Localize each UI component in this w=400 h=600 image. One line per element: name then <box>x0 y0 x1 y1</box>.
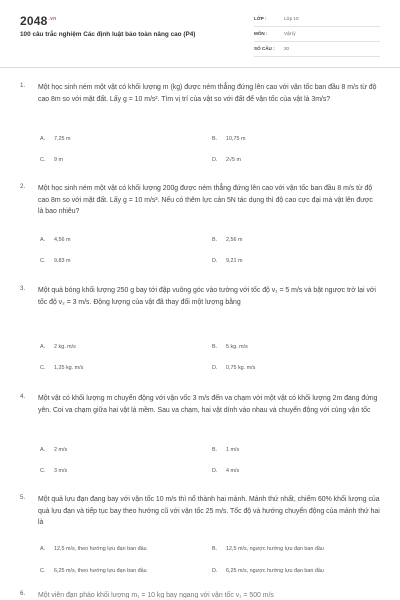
meta-value: Lớp 10 <box>284 16 299 21</box>
option-letter: D. <box>212 365 218 371</box>
option-b[interactable] <box>212 447 239 453</box>
option-letter: A. <box>40 136 46 142</box>
option-text: 2 m/s <box>54 447 68 453</box>
option-a[interactable] <box>40 136 70 142</box>
meta-row-class <box>254 14 380 27</box>
question-text: Một vật có khối lượng m chuyển động với vận vốc 3 m/s đến va chạm với một vật có khối lượng 2m đang đứng yên. Coi va chạm giữa hai vật là mềm. Sau va chạm, hai vật dính vào nhau và chuyển động với cùng vận tốc <box>38 395 378 414</box>
option-letter: D. <box>212 258 218 264</box>
meta-row-subject <box>254 29 380 42</box>
logo-suffix: .vn <box>48 16 57 22</box>
question-number: 2. <box>20 183 26 190</box>
option-letter: D. <box>212 568 218 574</box>
option-c[interactable] <box>40 365 83 371</box>
option-d[interactable] <box>212 157 241 163</box>
option-letter: A. <box>40 546 46 552</box>
option-letter: C. <box>40 365 46 371</box>
option-b[interactable] <box>212 344 248 350</box>
option-c[interactable] <box>40 568 147 574</box>
meta-label: SỐ CÂU : <box>254 46 275 51</box>
question-number: 4. <box>20 393 26 400</box>
option-text: 4,56 m <box>54 237 71 243</box>
option-text: 9,21 m <box>226 258 243 264</box>
option-d[interactable] <box>212 365 255 371</box>
option-text: 12,5 m/s, theo hướng lựu đạn ban đầu <box>54 546 147 552</box>
meta-label: LỚP : <box>254 16 267 21</box>
question-text: Một học sinh ném một vật có khối lượng 200g được ném thẳng đứng lên cao với vận tốc ban đầu 8 m/s từ độ cao 8m so với mặt đất. Lấy g = 10 m/s². Nếu có thêm lực cản 5N tác dụng thì độ cao cực đại mà vật lên được là bao nhiêu? <box>38 185 373 216</box>
document-title: 100 câu trắc nghiệm Các định luật bảo toàn nâng cao (P4) <box>20 31 196 38</box>
option-text: 1 m/s <box>226 447 240 453</box>
option-letter: B. <box>212 546 218 552</box>
document-header <box>0 0 400 62</box>
option-a[interactable] <box>40 447 67 453</box>
option-letter: C. <box>40 157 46 163</box>
meta-info <box>254 14 380 59</box>
option-a[interactable] <box>40 546 147 552</box>
option-text: 2√5 m <box>226 157 241 163</box>
site-logo[interactable] <box>20 14 56 28</box>
question-6-partial <box>20 590 380 598</box>
option-text: 6,25 m/s, ngược hướng lựu đạn ban đầu <box>226 568 324 574</box>
option-text: 9 m <box>54 157 63 163</box>
option-c[interactable] <box>40 157 63 163</box>
question-number: 1. <box>20 82 26 89</box>
option-a[interactable] <box>40 237 70 243</box>
question-text: Một học sinh ném một vật có khối lượng m (kg) được ném thẳng đứng lên cao với vận tốc ban đầu 8 m/s từ độ cao 8m so với mặt đất. Lấy g = 10 m/s². Tìm vị trí của vật so với đất để vận tốc của vật là 3m/s? <box>38 84 377 103</box>
option-letter: B. <box>212 136 218 142</box>
question-text: Một quả bóng khối lượng 250 g bay tới đập vuông góc vào tường với tốc độ v₁ = 5 m/s và bật ngược trở lại với tốc độ v₂ = 3 m/s. Động lượng của vật đã thay đổi một lượng bằng <box>38 287 376 306</box>
logo-main: 2048 <box>20 14 48 28</box>
option-text: 6,25 m/s, theo hướng lựu đạn ban đầu <box>54 568 147 574</box>
option-a[interactable] <box>40 344 76 350</box>
option-letter: C. <box>40 468 46 474</box>
option-text: 0,75 kg. m/s <box>226 365 256 371</box>
option-text: 12,5 m/s, ngược hướng lựu đạn ban đầu <box>226 546 324 552</box>
option-b[interactable] <box>212 136 245 142</box>
option-letter: D. <box>212 468 218 474</box>
option-text: 2 kg. m/s <box>54 344 76 350</box>
option-text: 4 m/s <box>226 468 240 474</box>
meta-label: MÔN : <box>254 31 268 36</box>
option-b[interactable] <box>212 237 242 243</box>
option-text: 10,75 m <box>226 136 246 142</box>
header-divider <box>0 67 400 68</box>
option-letter: A. <box>40 447 46 453</box>
option-letter: C. <box>40 568 46 574</box>
question-number: 6. <box>20 590 26 597</box>
option-text: 3 m/s <box>54 468 68 474</box>
question-text: Một quả lựu đạn đang bay với vận tốc 10 m/s thì nổ thành hai mảnh. Mảnh thứ nhất, chiếm 60% khối lượng của quả lựu đạn và tiếp tục bay theo hướng cũ với vận tốc 25 m/s. Tốc độ và hướng chuyển động của mảnh thứ hai là <box>38 496 380 527</box>
option-text: 2,56 m <box>226 237 243 243</box>
option-d[interactable] <box>212 568 324 574</box>
option-c[interactable] <box>40 258 70 264</box>
question-number: 5. <box>20 494 26 501</box>
question-text: Một viên đạn pháo khối lượng m₁ = 10 kg bay ngang với vận tốc v₁ = 500 m/s <box>38 592 274 598</box>
meta-row-count <box>254 44 380 57</box>
option-letter: B. <box>212 344 218 350</box>
option-text: 1,25 kg. m/s <box>54 365 84 371</box>
option-d[interactable] <box>212 468 239 474</box>
option-letter: D. <box>212 157 218 163</box>
meta-value: 20 <box>284 46 290 51</box>
question-number: 3. <box>20 285 26 292</box>
option-letter: C. <box>40 258 46 264</box>
option-text: 5 kg. m/s <box>226 344 248 350</box>
option-letter: A. <box>40 237 46 243</box>
option-letter: A. <box>40 344 46 350</box>
option-letter: B. <box>212 237 218 243</box>
option-b[interactable] <box>212 546 324 552</box>
option-d[interactable] <box>212 258 242 264</box>
option-letter: B. <box>212 447 218 453</box>
option-text: 7,25 m <box>54 136 71 142</box>
meta-value: Vật lý <box>284 31 296 36</box>
option-text: 9,83 m <box>54 258 71 264</box>
option-c[interactable] <box>40 468 67 474</box>
